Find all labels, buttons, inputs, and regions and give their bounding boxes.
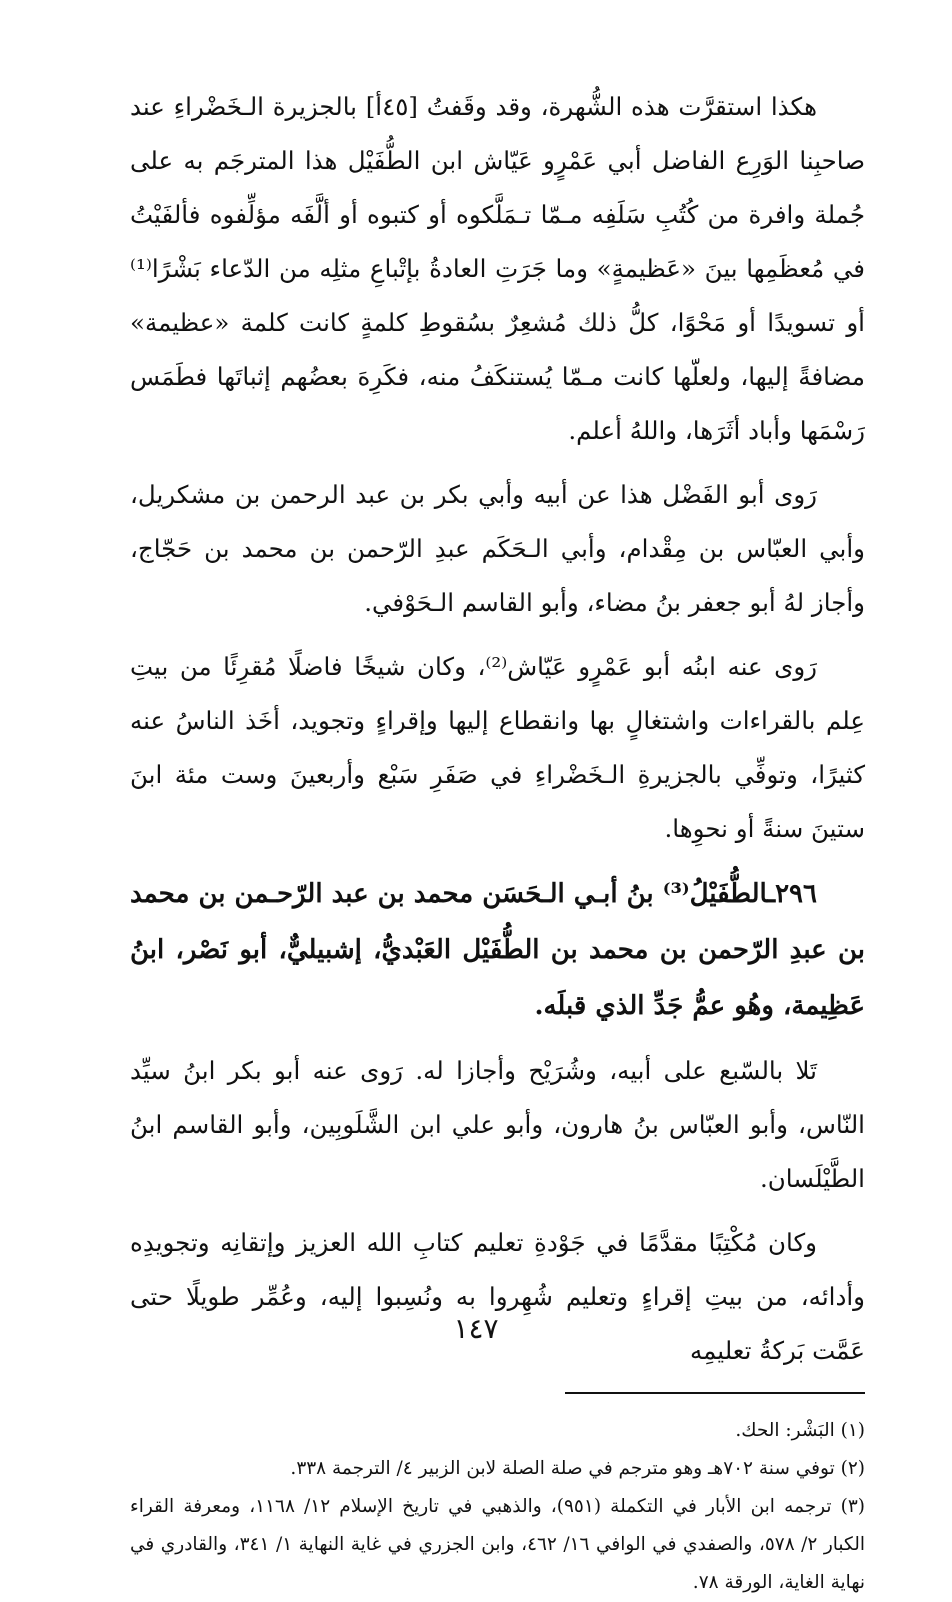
footnote-3: (٣) ترجمه ابن الأبار في التكملة (٩٥١)، والذهبي في تاريخ الإسلام ١٢/ ١١٦٨، ومعرفة القراء الكبار ٢/ ٥٧٨، والصفدي في الوافي ١٦/ ٤٦٢، وابن الجزري في غاية النهاية ١/ ٣٤١، والقادري في نهاية الغاية، الورقة ٧٨. [130,1496,865,1593]
paragraph-3: رَوى عنه ابنُه أبو عَمْرٍو عَيّاش⁽²⁾، وكان شيخًا فاضلًا مُقرِئًا من بيتِ عِلم بالقراءات واشتغالٍ بها وانقطاع إليها وإقراءٍ وتجويد، أخَذ الناسُ عنه كثيرًا، وتوفِّي بالجزيرةِ الـخَضْراءِ في صَفَرِ سَبْع وأربعينَ وست مئة ابنَ ستينَ سنةً أو نحوِها. [130,652,865,843]
footnotes [130,1412,865,1602]
paragraph-5: وكان مُكْتِبًا مقدَّمًا في جَوْدةِ تعليم كتابِ الله العزيز وإتقانِه وتجويدِه وأدائه، من بيتِ إقراءٍ وتعليم شُهِروا به ونُسِبوا إليه، وعُمِّر طويلًا حتى عَمَّت بَركةُ تعليمِه [130,1228,865,1365]
footnote-divider [565,1392,865,1394]
paragraph-1: هكذا استقرَّت هذه الشُّهرة، وقد وقَفتُ [٤٥أ] بالجزيرة الـخَضْراءِ عند صاحبِنا الوَرِع الفاضل أبي عَمْرٍو عَيّاش ابن الطُّفَيْل هذا المترجَم به على جُملة وافرة من كُتُبِ سَلَفِه مـمّا تـمَلَّكوه أو كتبوه أو ألَّفَه مؤلِّفوه فألفَيْتُ في مُعظَمِها بينَ «عَظيمةٍ» وما جَرَتِ العادةُ بإتْباعِ مثلِه من الدّعاء بَشْرًا⁽¹⁾ أو تسويدًا أو مَحْوًا، كلُّ ذلك مُشعِرٌ بسُقوطِ كلمةٍ كانت كلمة «عظيمة» مضافةً إليها، ولعلّها كانت مـمّا يُستنكَفُ منه، فكَرِهَ بعضُهم إثباتَها فطَمَس رَسْمَها وأباد أثَرَها، واللهُ أعلم. [130,92,865,445]
entry-title: الطُّفَيْلُ⁽³⁾ بنُ أبـي الـحَسَن محمد بن عبد الرّحـمن بن محمد بن عبدِ الرّحمن بن محمد بن الطُّفَيْل العَبْديُّ، إشبيليٌّ، أبو نَصْر، ابنُ عَظِيمة، وهُو عمُّ جَدِّ الذي قبلَه. [130,879,865,1021]
main-text [130,80,865,1378]
page-number: ١٤٧ [453,1312,499,1345]
paragraph-2: رَوى أبو الفَضْل هذا عن أبيه وأبي بكر بن عبد الرحمن بن مشكريل، وأبي العبّاس بن مِقْدام، وأبي الـحَكَم عبدِ الرّحمن بن محمد بن حَجّاج، وأجاز لهُ أبو جعفر بنُ مضاء، وأبو القاسم الـحَوْفي. [130,480,865,617]
footnote-1: (١) البَشْر: الحك. [735,1420,865,1441]
footnote-2: (٢) توفي سنة ٧٠٢هـ وهو مترجم في صلة الصلة لابن الزبير ٤/ الترجمة ٣٣٨. [290,1458,865,1479]
book-page [130,80,865,1602]
paragraph-4: تَلا بالسّبع على أبيه، وشُرَيْح وأجازا له. رَوى عنه أبو بكر ابنُ سيِّد النّاس، وأبو العبّاس بنُ هارون، وأبو علي ابن الشَّلَوبِين، وأبو القاسم ابنُ الطَّيْلَسان. [130,1056,865,1193]
entry-number: ٢٩٦ـ [767,879,817,909]
biography-entry-heading [130,866,865,1034]
